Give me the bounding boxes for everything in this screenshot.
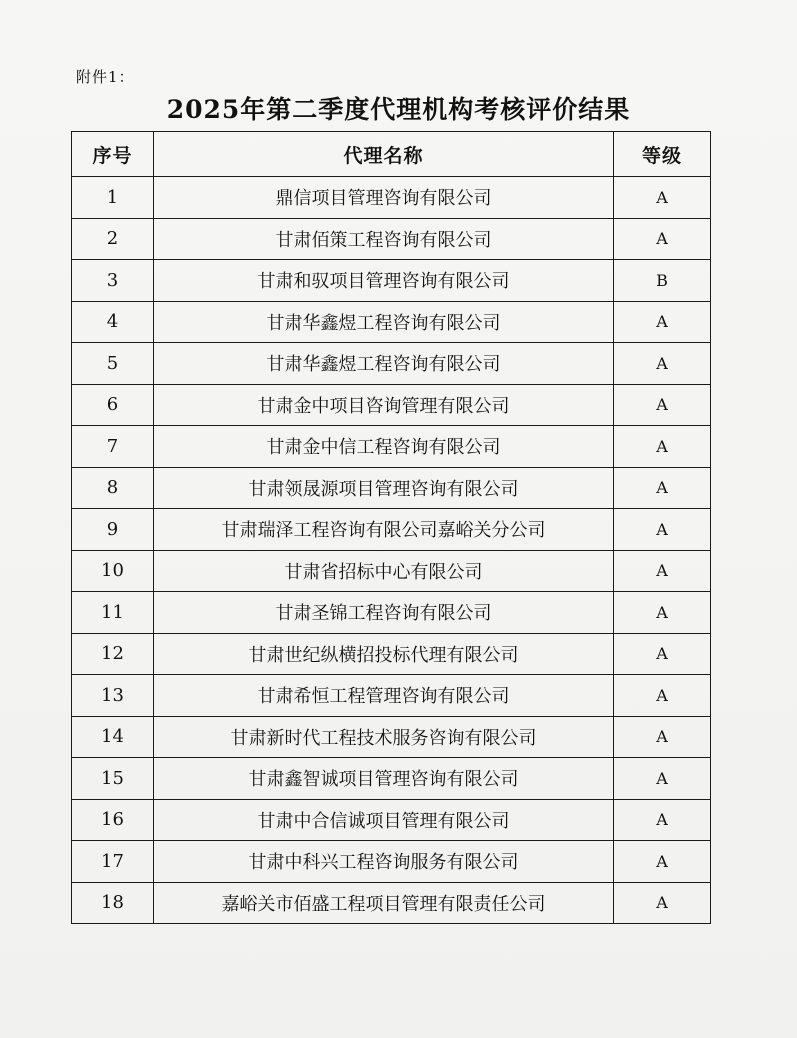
row-number: 5 xyxy=(72,343,154,385)
table-row xyxy=(72,550,711,592)
column-header-name: 代理名称 xyxy=(154,132,614,177)
table-row xyxy=(72,509,711,551)
row-agency-name: 甘肃金中信工程咨询有限公司 xyxy=(154,426,614,468)
row-number: 2 xyxy=(72,218,154,260)
row-agency-name: 鼎信项目管理咨询有限公司 xyxy=(154,177,614,219)
row-grade: A xyxy=(614,633,711,675)
table-row xyxy=(72,260,711,302)
row-agency-name: 甘肃新时代工程技术服务咨询有限公司 xyxy=(154,716,614,758)
table-row xyxy=(72,343,711,385)
evaluation-table xyxy=(71,131,711,924)
row-grade: A xyxy=(614,841,711,883)
table-row xyxy=(72,675,711,717)
row-number: 13 xyxy=(72,675,154,717)
row-number: 17 xyxy=(72,841,154,883)
table-row xyxy=(72,758,711,800)
row-grade: A xyxy=(614,592,711,634)
row-agency-name: 甘肃鑫智诚项目管理咨询有限公司 xyxy=(154,758,614,800)
row-agency-name: 嘉峪关市佰盛工程项目管理有限责任公司 xyxy=(154,882,614,924)
table-row xyxy=(72,633,711,675)
table-row xyxy=(72,841,711,883)
column-header-grade: 等级 xyxy=(614,132,711,177)
row-grade: A xyxy=(614,716,711,758)
table-row xyxy=(72,882,711,924)
row-grade: A xyxy=(614,218,711,260)
table-row xyxy=(72,799,711,841)
row-number: 16 xyxy=(72,799,154,841)
row-grade: A xyxy=(614,301,711,343)
row-agency-name: 甘肃华鑫煜工程咨询有限公司 xyxy=(154,343,614,385)
row-grade: A xyxy=(614,799,711,841)
row-agency-name: 甘肃省招标中心有限公司 xyxy=(154,550,614,592)
row-grade: A xyxy=(614,509,711,551)
table-row xyxy=(72,467,711,509)
row-agency-name: 甘肃金中项目咨询管理有限公司 xyxy=(154,384,614,426)
row-number: 12 xyxy=(72,633,154,675)
row-number: 15 xyxy=(72,758,154,800)
row-agency-name: 甘肃中合信诚项目管理有限公司 xyxy=(154,799,614,841)
row-agency-name: 甘肃中科兴工程咨询服务有限公司 xyxy=(154,841,614,883)
table-header-row xyxy=(72,132,711,177)
table-row xyxy=(72,716,711,758)
row-agency-name: 甘肃领晟源项目管理咨询有限公司 xyxy=(154,467,614,509)
row-grade: A xyxy=(614,343,711,385)
row-agency-name: 甘肃佰策工程咨询有限公司 xyxy=(154,218,614,260)
row-grade: A xyxy=(614,882,711,924)
row-number: 7 xyxy=(72,426,154,468)
table-row xyxy=(72,301,711,343)
row-number: 3 xyxy=(72,260,154,302)
row-number: 11 xyxy=(72,592,154,634)
table-row xyxy=(72,426,711,468)
row-grade: A xyxy=(614,675,711,717)
row-number: 6 xyxy=(72,384,154,426)
row-grade: A xyxy=(614,384,711,426)
row-grade: A xyxy=(614,467,711,509)
row-agency-name: 甘肃瑞泽工程咨询有限公司嘉峪关分公司 xyxy=(154,509,614,551)
row-number: 9 xyxy=(72,509,154,551)
row-agency-name: 甘肃圣锦工程咨询有限公司 xyxy=(154,592,614,634)
table-row xyxy=(72,592,711,634)
attachment-label: 附件1： xyxy=(76,68,135,86)
row-number: 14 xyxy=(72,716,154,758)
page-title: 2025年第二季度代理机构考核评价结果 xyxy=(166,95,631,124)
table-row xyxy=(72,218,711,260)
row-grade: A xyxy=(614,758,711,800)
row-agency-name: 甘肃和驭项目管理咨询有限公司 xyxy=(154,260,614,302)
row-agency-name: 甘肃世纪纵横招投标代理有限公司 xyxy=(154,633,614,675)
row-grade: A xyxy=(614,177,711,219)
row-number: 8 xyxy=(72,467,154,509)
row-number: 10 xyxy=(72,550,154,592)
row-grade: B xyxy=(614,260,711,302)
row-number: 1 xyxy=(72,177,154,219)
row-grade: A xyxy=(614,550,711,592)
column-header-number: 序号 xyxy=(72,132,154,177)
table-row xyxy=(72,384,711,426)
table-row xyxy=(72,177,711,219)
row-number: 4 xyxy=(72,301,154,343)
row-grade: A xyxy=(614,426,711,468)
row-agency-name: 甘肃华鑫煜工程咨询有限公司 xyxy=(154,301,614,343)
row-number: 18 xyxy=(72,882,154,924)
row-agency-name: 甘肃希恒工程管理咨询有限公司 xyxy=(154,675,614,717)
